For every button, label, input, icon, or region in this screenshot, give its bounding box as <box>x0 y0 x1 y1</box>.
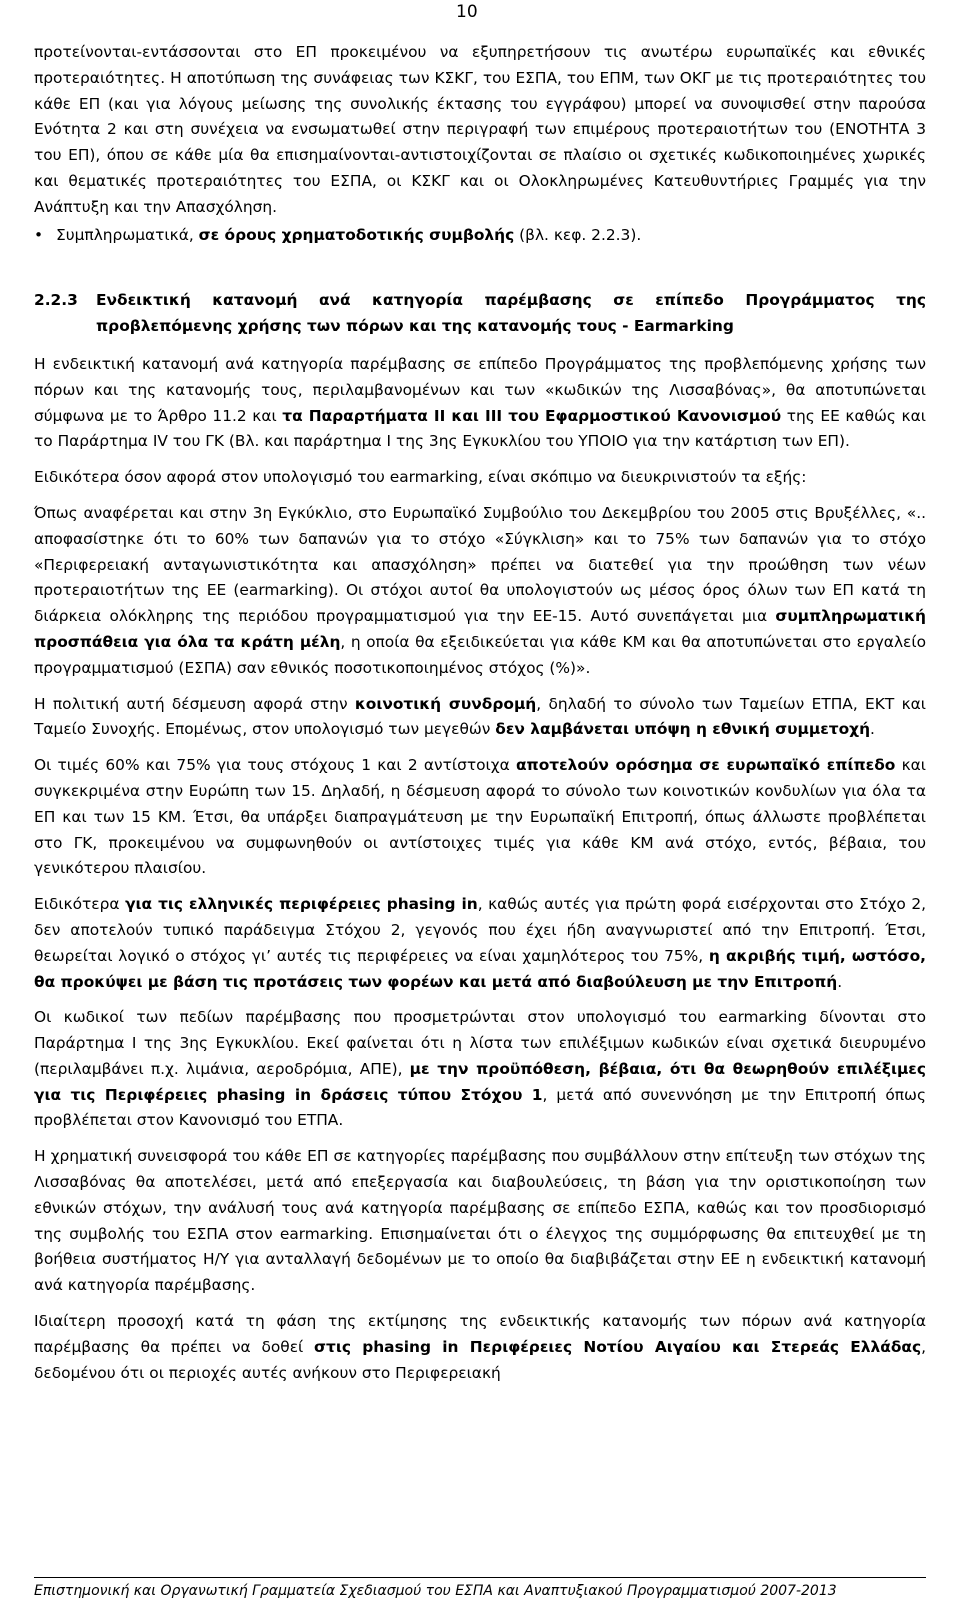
p6-text-2: , καθώς αυτές για πρώτη φορά εισέρχονται στο Στόχο 2, δεν αποτελούν τυπικό παράδειγμα Στόχου 2, γεγονός που έχει ήδη αναγνωριστεί από την Επιτροπή. Έτσι, θεωρείται λογικό ο στόχος γι’ αυτές τις περιφέρειες να είναι χαμηλότερος του 75%, <box>34 895 927 965</box>
p7-text-2: , μετά από συνεννόηση με την Επιτροπή όπως προβλέπεται στον Κανονισμό του ΕΤΠΑ. <box>34 1085 926 1130</box>
section-title: Ενδεικτική κατανομή ανά κατηγορία παρέμβασης σε επίπεδο Προγράμματος της προβλεπόμενης χρήσης των πόρων και της κατανομής τους - Earmarking <box>96 291 926 336</box>
p3-text-1: Όπως αναφέρεται και στην 3η Εγκύκλιο, στο Ευρωπαϊκό Συμβούλιο του Δεκεμβρίου του 2005 στις Βρυξέλλες, «.. αποφασίστηκε ότι το 60% των δαπανών για το στόχο «Σύγκλιση» και το 75% των δαπανών για το στόχο «Περιφερειακή ανταγωνιστικότητα και απασχόληση» πρέπει να διατεθεί για την προώθηση των νέων προτεραιοτήτων της ΕΕ (earmarking). Οι στόχοι αυτοί θα υπολογιστούν ως μέσος όρος όλων των ΕΠ κατά τη διάρκεια ολόκληρης της περιόδου προγραμματισμού για την ΕΕ-15. Αυτό συνεπάγεται μια <box>34 503 926 626</box>
intro-paragraph: προτείνονται-εντάσσονται στο ΕΠ προκειμένου να εξυπηρετήσουν τις ανωτέρω ευρωπαϊκές και εθνικές προτεραιότητες. Η αποτύπωση της συνάφειας των ΚΣΚΓ, του ΕΣΠΑ, του ΕΠΜ, των ΟΚΓ με τις προτεραιότητες του κάθε ΕΠ (και για λόγους μείωσης της συνολικής έκτασης του εγγράφου) μπορεί να συνοψισθεί στην παρούσα Ενότητα 2 και στη συνέχεια να ενσωματωθεί στην περιγραφή των επιμέρους προτεραιοτήτων του (ΕΝΟΤΗΤΑ 3 του ΕΠ), όπου σε κάθε μία θα επισημαίνονται-αντιστοιχίζονται σε πλαίσιο οι σχετικές κωδικοποιημένες χωρικές και θεματικές προτεραιότητες του ΕΣΠΑ, οι ΚΣΚΓ και οι Ολοκληρωμένες Κατευθυντήριες Γραμμές για την Ανάπτυξη και την Απασχόληση. <box>34 43 926 216</box>
paragraph-2: Ειδικότερα όσον αφορά στον υπολογισμό του earmarking, είναι σκόπιμο να διευκρινιστούν τα εξής: <box>34 468 807 487</box>
p4-text-3: . <box>870 720 875 739</box>
footer-text: Επιστημονική και Οργανωτική Γραμματεία Σχεδιασμού του ΕΣΠΑ και Αναπτυξιακού Προγραμματισμού 2007-2013 <box>34 1583 837 1599</box>
paragraph-6 <box>34 892 926 995</box>
bullet-text-bold: σε όρους χρηματοδοτικής συμβολής <box>198 225 515 244</box>
p7-bold-1: με την προϋπόθεση, βέβαια, ότι θα θεωρηθούν επιλέξιμες για τις Περιφέρειες phasing in δράσεις τύπου Στόχου 1 <box>34 1059 926 1104</box>
p5-text-2: και συγκεκριμένα στην Ευρώπη των 15. Δηλαδή, η δέσμευση αφορά το σύνολο των κοινοτικών κονδυλίων για όλα τα ΕΠ και των 15 ΚΜ. Έτσι, θα υπάρξει διαπραγμάτευση με την Ευρωπαϊκή Επιτροπή, όπως άλλωστε προβλέπεται στο ΓΚ, προκειμένου να συμφωνηθούν οι αντίστοιχες τιμές για κάθε ΚΜ ανά στόχο, εντός, βέβαια, του γενικότερου πλαισίου. <box>34 756 927 878</box>
p4-text-2: , δηλαδή το σύνολο των Ταμείων ΕΤΠΑ, ΕΚΤ και Ταμείο Συνοχής. Επομένως, στον υπολογισμό των μεγεθών <box>34 694 926 739</box>
p5-bold-1: αποτελούν ορόσημα σε ευρωπαϊκό επίπεδο <box>515 756 896 775</box>
paragraph-3 <box>34 501 926 682</box>
p1-text-1: Η ενδεικτική κατανομή ανά κατηγορία παρέμβασης σε επίπεδο Προγράμματος της προβλεπόμενης χρήσης των πόρων και της κατανομής τους, περιλαμβανομένων και των «κωδικών της Λισσαβόνας», θα αποτυπώνεται σύμφωνα με το Άρθρο 11.2 και <box>34 354 926 425</box>
bullet-text <box>34 223 926 249</box>
paragraph-8: Η χρηματική συνεισφορά του κάθε ΕΠ σε κατηγορίες παρέμβασης που συμβάλλουν στην επίτευξη των στόχων της Λισσαβόνας θα αποτελέσει, μετά από επεξεργασία και διαβουλεύσεις, τη βάση για την οριστικοποίηση των εθνικών στόχων, την ανάλυσή τους ανά κατηγορία παρέμβασης σε επίπεδο ΕΣΠΑ, καθώς και τον προσδιορισμό της συμβολής του ΕΣΠΑ στον earmarking. Επισημαίνεται ότι ο έλεγχος της συμμόρφωσης θα επιτευχθεί με τη βοήθεια συστήματος Η/Υ για ανταλλαγή δεδομένων με το οποίο θα διαβιβάζεται στην ΕΕ η ενδεικτική κατανομή ανά κατηγορία παρέμβασης. <box>34 1147 926 1295</box>
p9-bold-1: στις phasing in Περιφέρειες Νοτίου Αιγαίου και Στερεάς Ελλάδας <box>314 1337 922 1356</box>
p6-bold-2: η ακριβής τιμή, ωστόσο, θα προκύψει με βάση τις προτάσεις των φορέων και μετά από διαβούλευση με την Επιτροπή <box>34 946 927 991</box>
p3-bold-1: συμπληρωματική προσπάθεια για όλα τα κράτη μέλη <box>34 607 926 651</box>
paragraph-7 <box>34 1005 926 1134</box>
paragraph-5 <box>34 753 926 882</box>
bullet-item <box>34 223 926 249</box>
p4-text-1: Η πολιτική αυτή δέσμευση αφορά στην <box>34 694 355 713</box>
section-number: 2.2.3 <box>34 291 78 310</box>
document-body <box>34 40 926 1396</box>
p6-bold-1: για τις ελληνικές περιφέρειες phasing in <box>125 895 478 914</box>
p9-text-2: , δεδομένου ότι οι περιοχές αυτές ανήκουν στο Περιφερειακή <box>34 1337 926 1382</box>
paragraph-9 <box>34 1309 926 1386</box>
p3-text-2: , η οποία θα εξειδικεύεται για κάθε ΚΜ και θα αποτυπώνεται στο εργαλείο προγραμματισμού (ΕΣΠΑ) σαν εθνικός ποσοτικοποιημένος στόχος (%)». <box>34 632 926 677</box>
p6-text-3: . <box>837 972 843 991</box>
p5-text-1: Οι τιμές 60% και 75% για τους στόχους 1 και 2 αντίστοιχα <box>34 756 516 775</box>
p1-text-2: της ΕΕ καθώς και το Παράρτημα IV του ΓΚ (Βλ. και παράρτημα Ι της 3ης Εγκυκλίου του ΥΠΟΙΟ για την κατάρτιση των ΕΠ). <box>34 406 926 451</box>
footer-divider <box>34 1577 926 1578</box>
page-footer <box>34 1577 926 1599</box>
paragraph-4 <box>34 692 926 744</box>
bullet-text-post: (βλ. κεφ. 2.2.3). <box>514 225 642 244</box>
bullet-text-pre: Συμπληρωματικά, <box>56 225 199 244</box>
p1-bold-1: τα Παραρτήματα ΙΙ και ΙΙΙ του Εφαρμοστικού Κανονισμού <box>282 406 782 425</box>
p9-text-1: Ιδιαίτερη προσοχή κατά τη φάση της εκτίμησης της ενδεικτικής κατανομής των πόρων ανά κατηγορία παρέμβασης θα πρέπει να δοθεί <box>34 1312 926 1356</box>
paragraph-1 <box>34 352 926 455</box>
p6-text-1: Ειδικότερα <box>34 895 126 914</box>
p4-bold-2: δεν λαμβάνεται υπόψη η εθνική συμμετοχή <box>495 720 871 739</box>
p4-bold-1: κοινοτική συνδρομή <box>354 694 537 713</box>
page-number: 10 <box>456 2 478 22</box>
p7-text-1: Οι κωδικοί των πεδίων παρέμβασης που προσμετρώνται στον υπολογισμό του earmarking δίνονται στο Παράρτημα Ι της 3ης Εγκυκλίου. Εκεί φαίνεται ότι η λίστα των επιλέξιμων κωδικών είναι σχετικά διευρυμένο (περιλαμβάνει π.χ. λιμάνια, αεροδρόμια, ΑΠΕ), <box>34 1008 926 1078</box>
bullet-marker: • <box>34 225 44 244</box>
section-heading <box>34 288 926 340</box>
